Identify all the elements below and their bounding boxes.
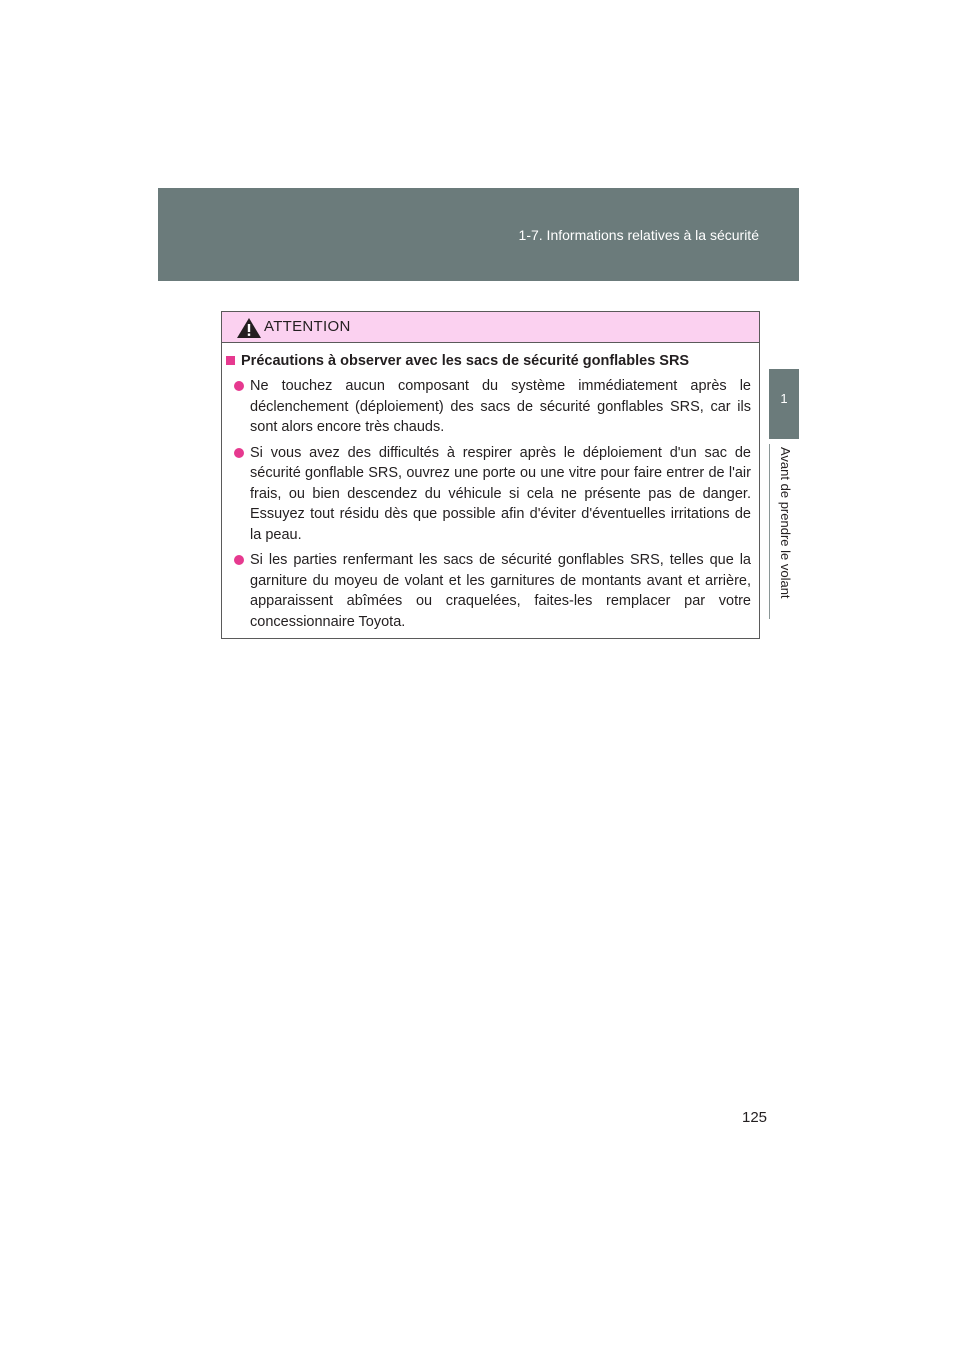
header-band	[158, 188, 799, 281]
caution-item	[234, 376, 751, 438]
caution-item	[234, 443, 751, 546]
round-bullet-icon	[234, 448, 244, 458]
caution-box	[221, 311, 760, 639]
chapter-tab	[769, 369, 799, 439]
caution-item-text: Si les parties renfermant les sacs de sécurité gonflables SRS, telles que la garniture du moyeu de volant et les garnitures de montants avant et arrière, apparaissent abîmées ou craquelées, faites-les remplacer par votre concessionnaire Toyota.	[250, 552, 751, 630]
chapter-label: Avant de prendre le volant	[778, 447, 793, 599]
caution-item	[234, 550, 751, 632]
warning-triangle-icon	[236, 317, 262, 339]
caution-heading	[226, 351, 751, 371]
chapter-number: 1	[780, 391, 788, 406]
page-number: 125	[742, 1109, 768, 1126]
round-bullet-icon	[234, 555, 244, 565]
caution-title: ATTENTION	[264, 318, 351, 335]
caution-item-text: Ne touchez aucun composant du système immédiatement après le déclenchement (déploiement) des sacs de sécurité gonflables SRS, car ils sont alors encore très chauds.	[250, 378, 751, 435]
caution-header	[222, 312, 759, 343]
square-bullet-icon	[226, 356, 235, 365]
round-bullet-icon	[234, 381, 244, 391]
section-title: 1-7. Informations relatives à la sécurité	[518, 227, 759, 243]
caution-body	[222, 343, 759, 632]
caution-item-text: Si vous avez des difficultés à respirer après le déploiement d'un sac de sécurité gonflable SRS, ouvrez une porte ou une vitre pour faire entrer de l'air frais, ou bien descendez du véhicule si cela ne présente pas de danger. Essuyez tout résidu dès que possible afin d'éviter d'éventuelles irritations de la peau.	[250, 444, 751, 543]
caution-heading-text: Précautions à observer avec les sacs de sécurité gonflables SRS	[241, 353, 690, 369]
